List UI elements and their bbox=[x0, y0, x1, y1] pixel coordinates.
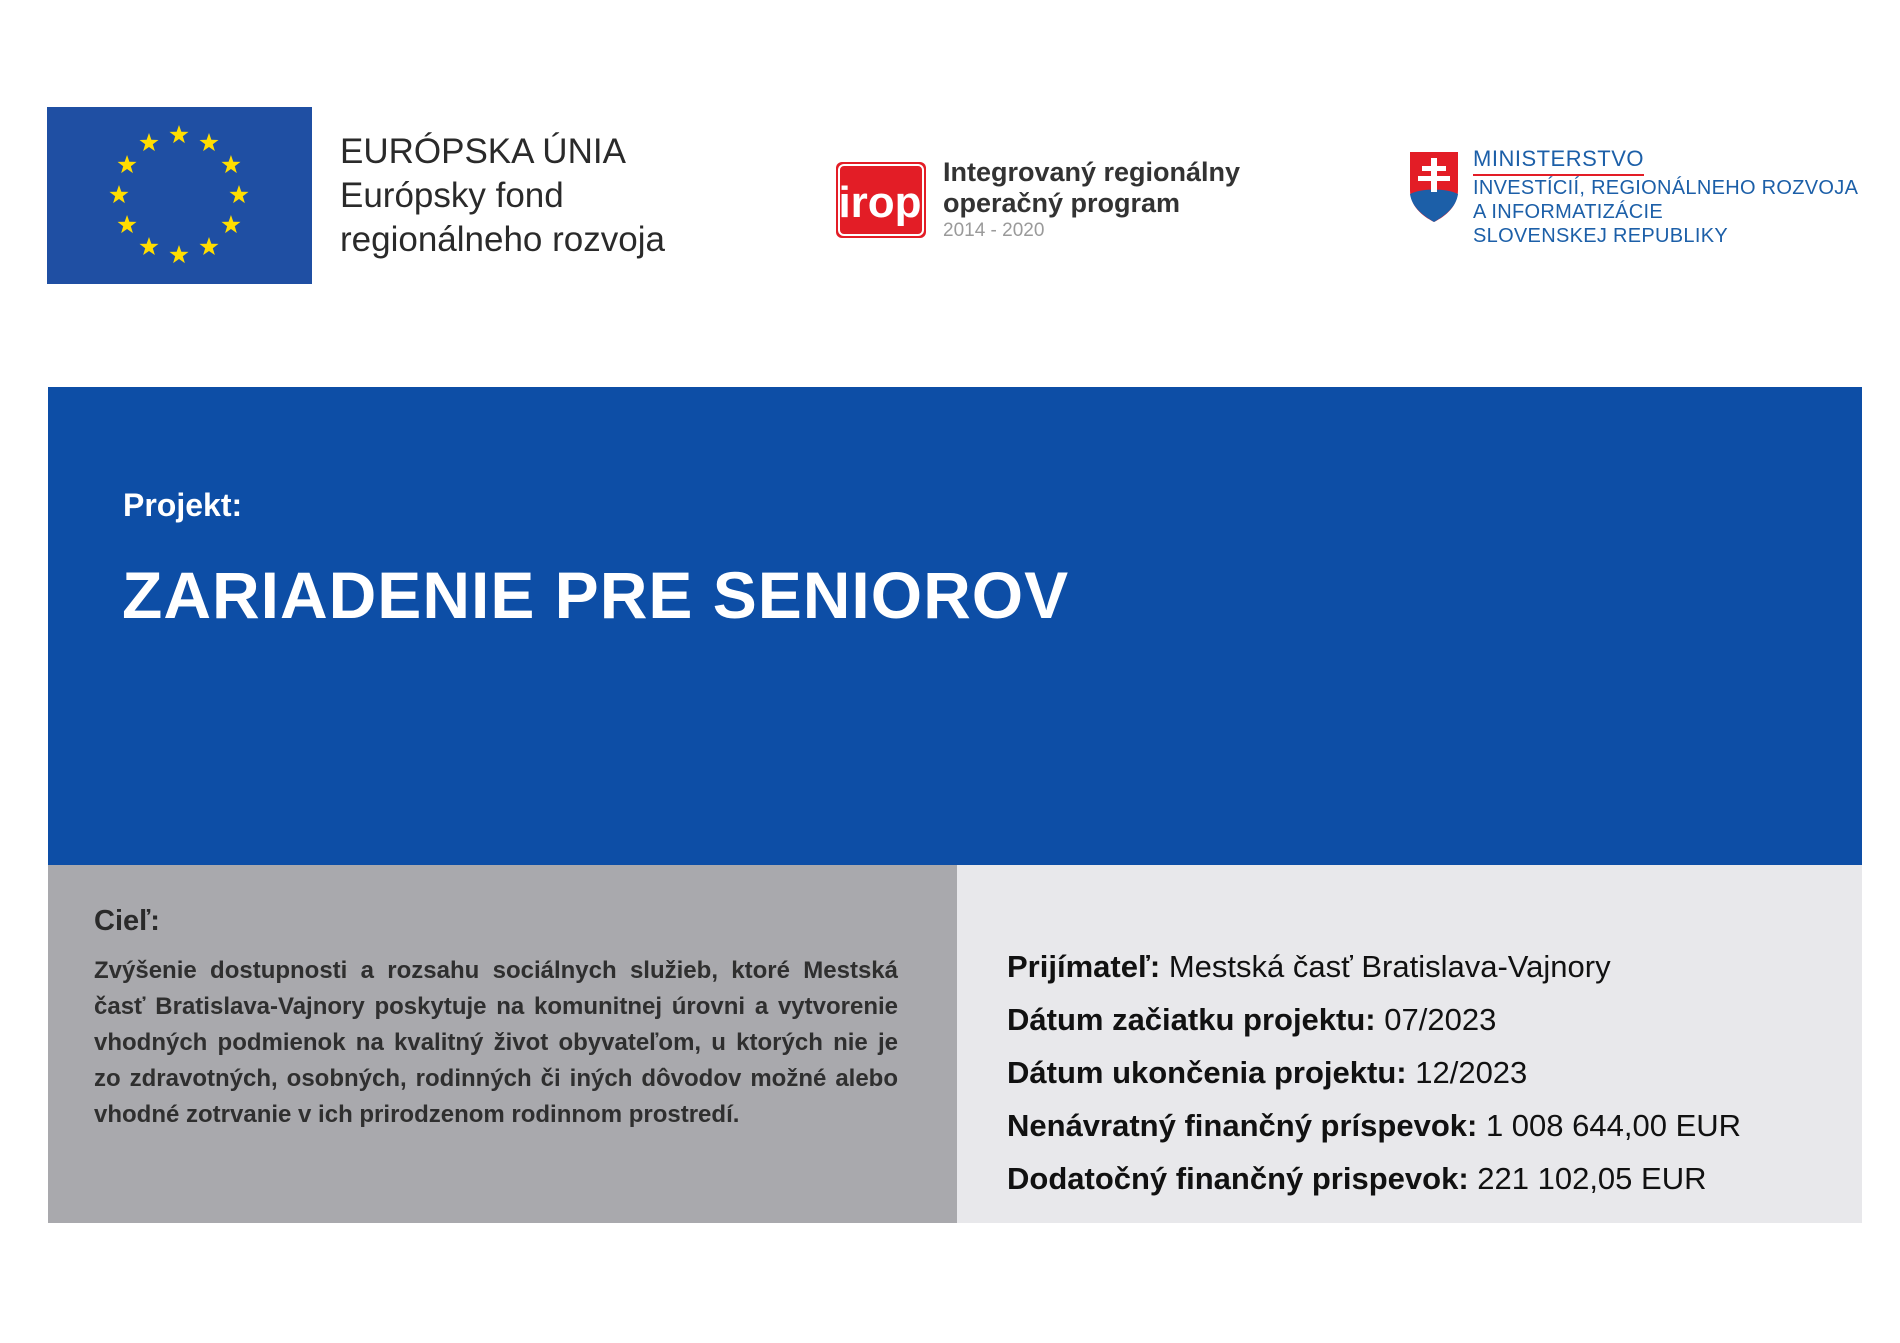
project-band bbox=[48, 387, 1862, 865]
info-label: Prijímateľ: bbox=[1007, 949, 1161, 984]
info-label: Dátum začiatku projektu: bbox=[1007, 1002, 1376, 1037]
eu-star-icon bbox=[118, 215, 137, 233]
info-value: 12/2023 bbox=[1415, 1055, 1528, 1090]
irop-logo-icon bbox=[836, 162, 926, 238]
info-value: Mestská časť Bratislava-Vajnory bbox=[1168, 949, 1611, 984]
ministry-line-2: A INFORMATIZÁCIE bbox=[1473, 201, 1663, 223]
irop-program-text bbox=[943, 157, 1240, 243]
info-row-end-date bbox=[1007, 1046, 1741, 1099]
eu-star-icon bbox=[118, 155, 137, 173]
eu-star-icon bbox=[139, 237, 158, 255]
eu-star-icon bbox=[199, 133, 218, 151]
project-info-list bbox=[1007, 940, 1741, 1205]
eu-star-icon bbox=[199, 237, 218, 255]
goal-panel bbox=[48, 865, 957, 1223]
irop-line-2: operačný program bbox=[943, 188, 1181, 218]
irop-line-1: Integrovaný regionálny bbox=[943, 157, 1241, 187]
info-label: Dátum ukončenia projektu: bbox=[1007, 1055, 1407, 1090]
ministry-line-3: SLOVENSKEJ REPUBLIKY bbox=[1473, 225, 1728, 247]
eu-line-1: EURÓPSKA ÚNIA bbox=[340, 132, 626, 171]
ministry-title: MINISTERSTVO bbox=[1473, 146, 1644, 176]
info-label: Dodatočný finančný prispevok: bbox=[1007, 1161, 1469, 1196]
eu-flag-icon bbox=[47, 107, 312, 284]
info-row-grant bbox=[1007, 1099, 1741, 1152]
irop-logo-text: irop bbox=[838, 178, 922, 227]
info-panel bbox=[957, 865, 1862, 1223]
eu-star-icon bbox=[169, 125, 188, 143]
info-row-additional bbox=[1007, 1152, 1741, 1205]
info-value: 221 102,05 EUR bbox=[1477, 1161, 1707, 1196]
eu-fund-text bbox=[340, 130, 665, 262]
eu-line-2: Európsky fond bbox=[340, 176, 564, 215]
project-title: ZARIADENIE PRE SENIOROV bbox=[122, 558, 1070, 632]
info-row-recipient bbox=[1007, 940, 1741, 993]
eu-star-icon bbox=[221, 155, 240, 173]
ministry-line-1: INVESTÍCIÍ, REGIONÁLNEHO ROZVOJA bbox=[1473, 177, 1859, 199]
eu-line-3: regionálneho rozvoja bbox=[340, 220, 665, 259]
goal-label: Cieľ: bbox=[94, 905, 160, 937]
eu-star-icon bbox=[109, 185, 128, 203]
info-value: 07/2023 bbox=[1384, 1002, 1497, 1037]
info-value: 1 008 644,00 EUR bbox=[1485, 1108, 1742, 1143]
eu-star-icon bbox=[221, 215, 240, 233]
goal-text: Zvýšenie dostupnosti a rozsahu sociálnych služieb, ktoré Mestská časť Bratislava-Vajnory poskytuje na komunitnej úrovni a vytvorenie vhodných podmienok na kvalitný život obyvateľom, u ktorých nie je zo zdravotných, osobných, rodinných či iných dôvodov možné alebo vhodné zotrvanie v ich prirodzenom rodinnom prostredí. bbox=[94, 957, 898, 1128]
slovak-coat-of-arms-icon bbox=[1408, 150, 1460, 224]
eu-star-icon bbox=[229, 185, 248, 203]
eu-star-icon bbox=[139, 133, 158, 151]
eu-star-icon bbox=[169, 245, 188, 263]
info-label: Nenávratný finančný príspevok: bbox=[1007, 1108, 1478, 1143]
project-label: Projekt: bbox=[123, 487, 243, 523]
irop-years: 2014 - 2020 bbox=[943, 220, 1045, 241]
info-row-start-date bbox=[1007, 993, 1741, 1046]
ministry-text bbox=[1473, 146, 1858, 248]
